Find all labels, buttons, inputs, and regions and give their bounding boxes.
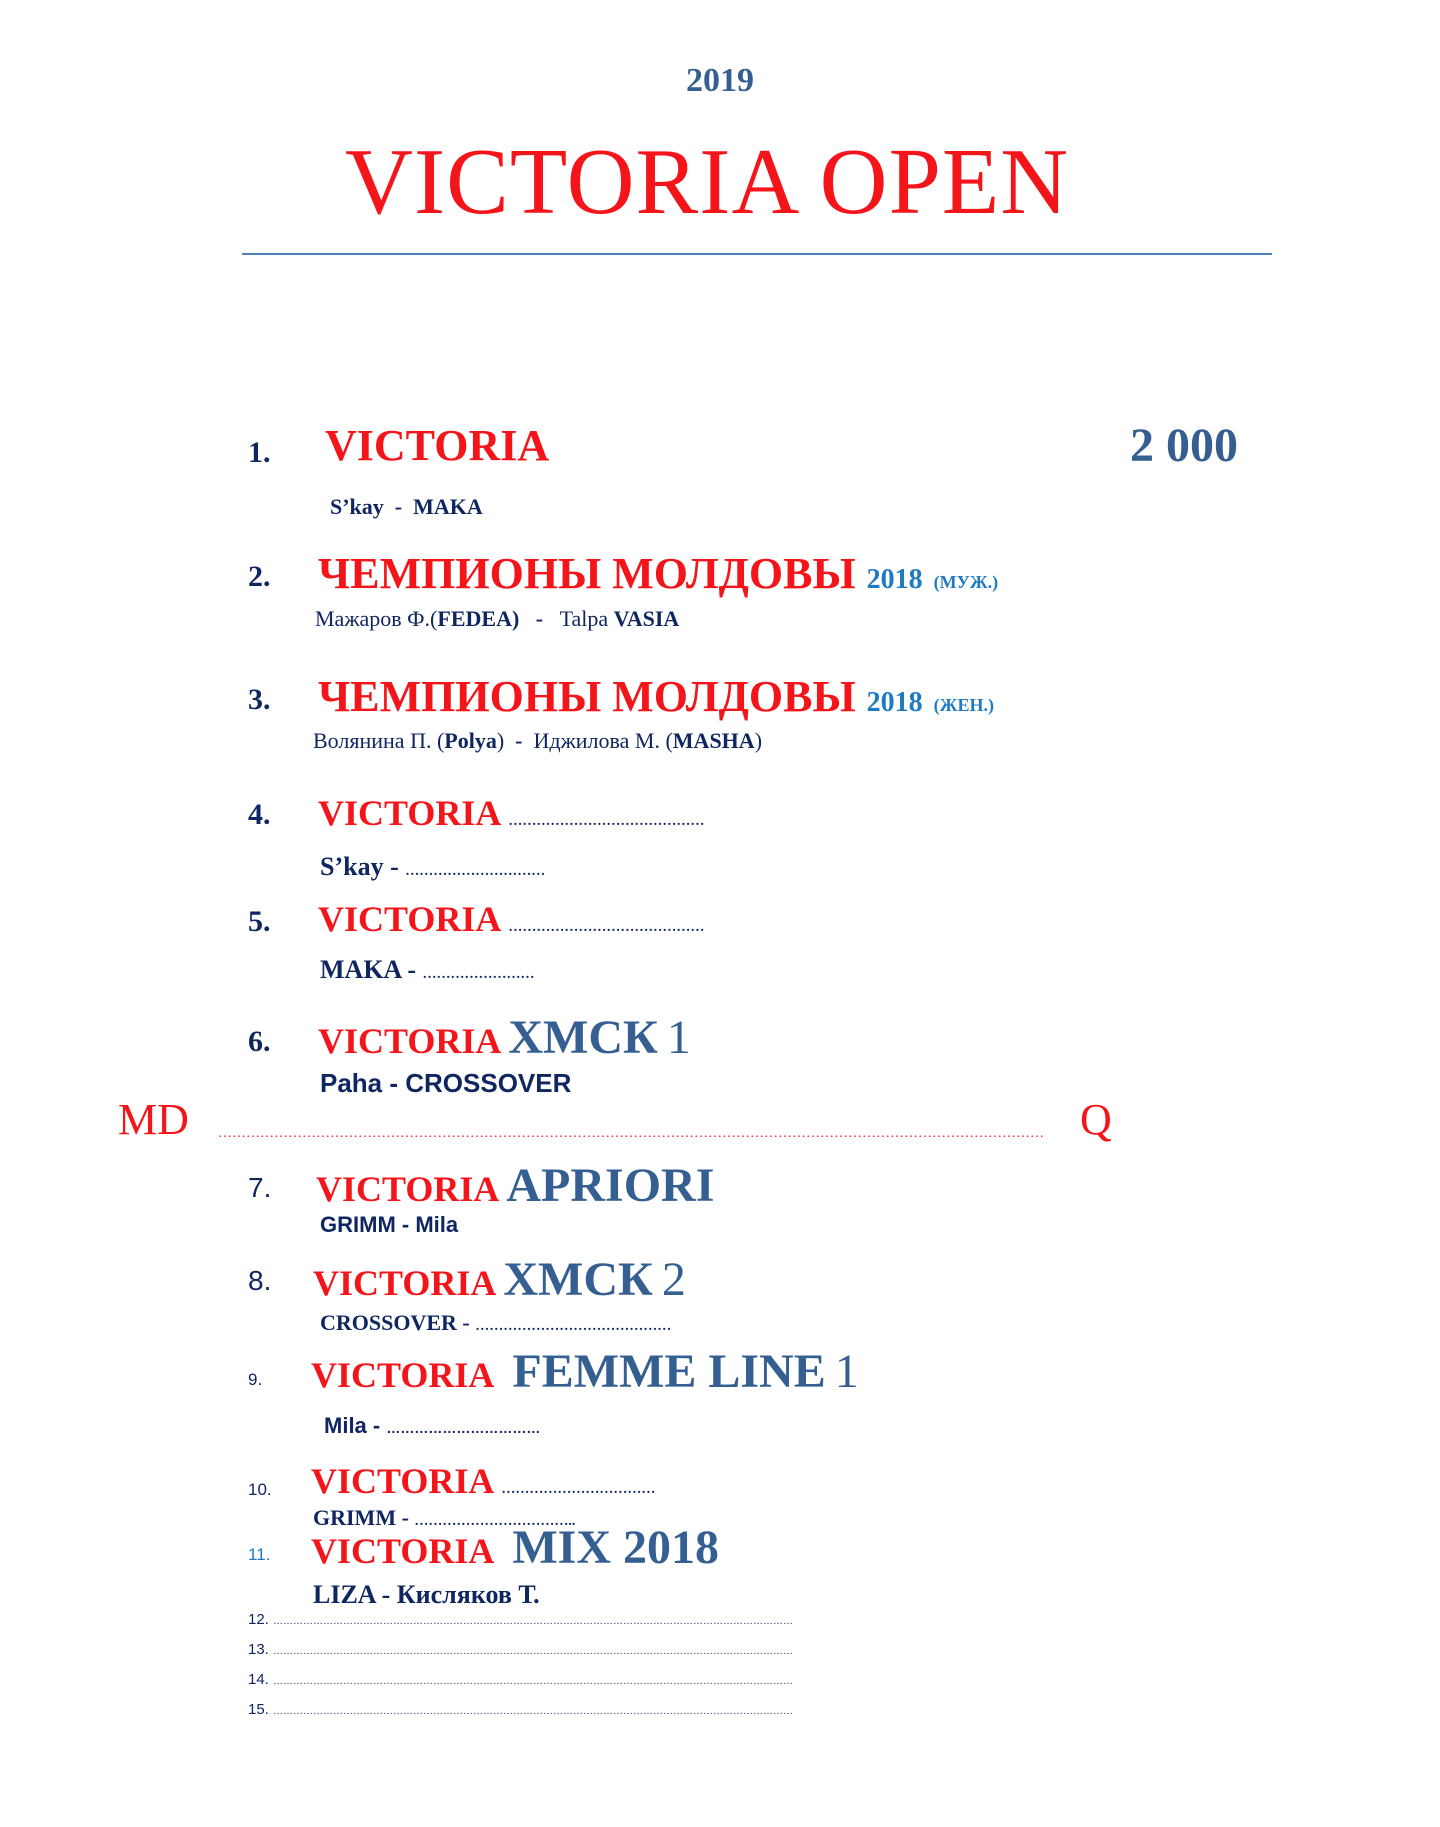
- divider-left-label: MD: [118, 1095, 189, 1144]
- separator: -: [535, 606, 544, 631]
- team-suffix: ХМСК: [508, 1011, 658, 1064]
- member-name: MAKA -: [320, 955, 417, 984]
- team-category: (МУЖ.): [933, 572, 999, 592]
- member-blank: ……………………………..: [414, 1514, 576, 1529]
- member-name: Mila -: [324, 1413, 381, 1438]
- entry-7-members: GRIMM - Mila: [320, 1212, 459, 1237]
- member-blank: ……………………………: [386, 1420, 541, 1436]
- divider-dots: ……………………………………………………………………………………………………………………………………………………………: [218, 1126, 1044, 1141]
- entry-7-team: [316, 1158, 714, 1213]
- team-name: ЧЕМПИОНЫ МОЛДОВЫ: [318, 672, 856, 721]
- separator: -: [515, 728, 523, 753]
- entry-4-number: 4.: [248, 798, 271, 831]
- team-name: ЧЕМПИОНЫ МОЛДОВЫ: [318, 549, 856, 598]
- member-nick: FEDEA): [437, 606, 520, 631]
- member-nick: MASHA: [672, 728, 755, 753]
- team-category: (ЖЕН.): [933, 695, 994, 715]
- team-name: VICTORIA: [311, 1461, 493, 1501]
- team-blank: ……………………………………: [508, 814, 705, 829]
- entry-3-members: [313, 728, 762, 754]
- entry-6-number: 6.: [248, 1025, 271, 1058]
- entry-11-number: 11.: [248, 1545, 271, 1564]
- line-number: 13.: [248, 1641, 269, 1658]
- entry-2-number: 2.: [248, 560, 271, 593]
- team-year: 2018: [866, 687, 923, 718]
- member-nick: Polya: [444, 728, 497, 753]
- divider-right-label: Q: [1080, 1095, 1112, 1144]
- team-suffix-number: 1: [834, 1345, 859, 1398]
- document-title: VICTORIA OPEN: [345, 130, 1070, 234]
- entry-10-number: 10.: [248, 1480, 272, 1499]
- entry-1-team: VICTORIA: [325, 421, 550, 470]
- entry-10-team: [311, 1460, 655, 1502]
- entry-7-number: 7.: [248, 1172, 272, 1203]
- member-nick: VASIA: [613, 606, 680, 631]
- team-suffix: ХМСК: [503, 1253, 653, 1306]
- line-blank: …………………………………………………………………………………………………………………………………………: [273, 1676, 794, 1687]
- team-year: 2018: [866, 564, 923, 595]
- entry-4-team: [318, 792, 704, 834]
- member-name: Talpa: [559, 606, 614, 631]
- team-suffix: MIX 2018: [512, 1521, 720, 1574]
- entry-2-team: [318, 548, 998, 599]
- member-name: Волянина П. (: [313, 728, 445, 753]
- line-number: 12.: [248, 1611, 269, 1628]
- title-underline: [242, 253, 1272, 255]
- entry-6-team: [318, 1010, 691, 1065]
- blank-line-15: [248, 1701, 1178, 1718]
- member-name: CROSSOVER -: [320, 1310, 470, 1335]
- entry-5-members: [320, 955, 535, 985]
- entry-8-number: 8.: [248, 1265, 272, 1296]
- team-name: VICTORIA: [316, 1169, 498, 1209]
- team-suffix-number: 1: [666, 1011, 691, 1064]
- entry-5-team: [318, 898, 704, 940]
- member-name: GRIMM -: [313, 1505, 409, 1530]
- bracket: ): [496, 728, 505, 753]
- entry-4-members: [320, 852, 545, 882]
- entry-3-number: 3.: [248, 683, 271, 716]
- member-name: MAKA: [413, 494, 483, 519]
- entry-9-number: 9.: [248, 1370, 263, 1389]
- team-suffix: FEMME LINE: [512, 1345, 826, 1398]
- member-name: Иджилова М. (: [533, 728, 673, 753]
- line-blank: …………………………………………………………………………………………………………………………………………: [273, 1706, 794, 1717]
- member-blank: ……………………………………: [475, 1319, 672, 1334]
- team-suffix: APRIORI: [506, 1159, 715, 1212]
- entry-1-members: [330, 494, 483, 520]
- entry-11-members: LIZA - Кисляков Т.: [313, 1580, 540, 1609]
- team-name: VICTORIA: [318, 899, 500, 939]
- blank-line-12: [248, 1611, 1178, 1628]
- team-name: VICTORIA: [313, 1263, 495, 1303]
- member-name: S’kay: [330, 494, 384, 519]
- line-number: 14.: [248, 1671, 269, 1688]
- line-blank: …………………………………………………………………………………………………………………………………………: [273, 1616, 794, 1627]
- document-year: 2019: [686, 62, 754, 99]
- entry-1-amount: 2 000: [1130, 419, 1238, 472]
- member-blank: ……………………: [422, 967, 535, 982]
- line-number: 15.: [248, 1701, 269, 1718]
- entry-11-team: [311, 1520, 719, 1575]
- team-blank: ……………………………: [501, 1482, 656, 1497]
- separator: -: [394, 494, 403, 519]
- entry-3-team: [318, 671, 994, 722]
- bracket: ): [754, 728, 763, 753]
- entry-1-number: 1.: [248, 436, 271, 469]
- team-name: VICTORIA: [311, 1355, 495, 1395]
- team-name: VICTORIA: [311, 1531, 495, 1571]
- entry-9-members: [324, 1413, 540, 1439]
- member-name: S’kay -: [320, 852, 399, 881]
- member-blank: …………………………: [405, 864, 546, 879]
- team-name: VICTORIA: [318, 1021, 500, 1061]
- team-blank: ……………………………………: [508, 920, 705, 935]
- team-suffix-number: 2: [661, 1253, 686, 1306]
- entry-9-team: [311, 1344, 859, 1399]
- entry-6-members: Paha - CROSSOVER: [320, 1068, 572, 1098]
- line-blank: …………………………………………………………………………………………………………………………………………: [273, 1646, 794, 1657]
- blank-line-13: [248, 1641, 1178, 1658]
- team-name: VICTORIA: [318, 793, 500, 833]
- entry-5-number: 5.: [248, 905, 271, 938]
- blank-line-14: [248, 1671, 1178, 1688]
- member-name: Мажаров Ф.(: [315, 606, 438, 631]
- entry-8-team: [313, 1252, 686, 1307]
- entry-2-members: [315, 606, 679, 632]
- entry-8-members: [320, 1310, 671, 1336]
